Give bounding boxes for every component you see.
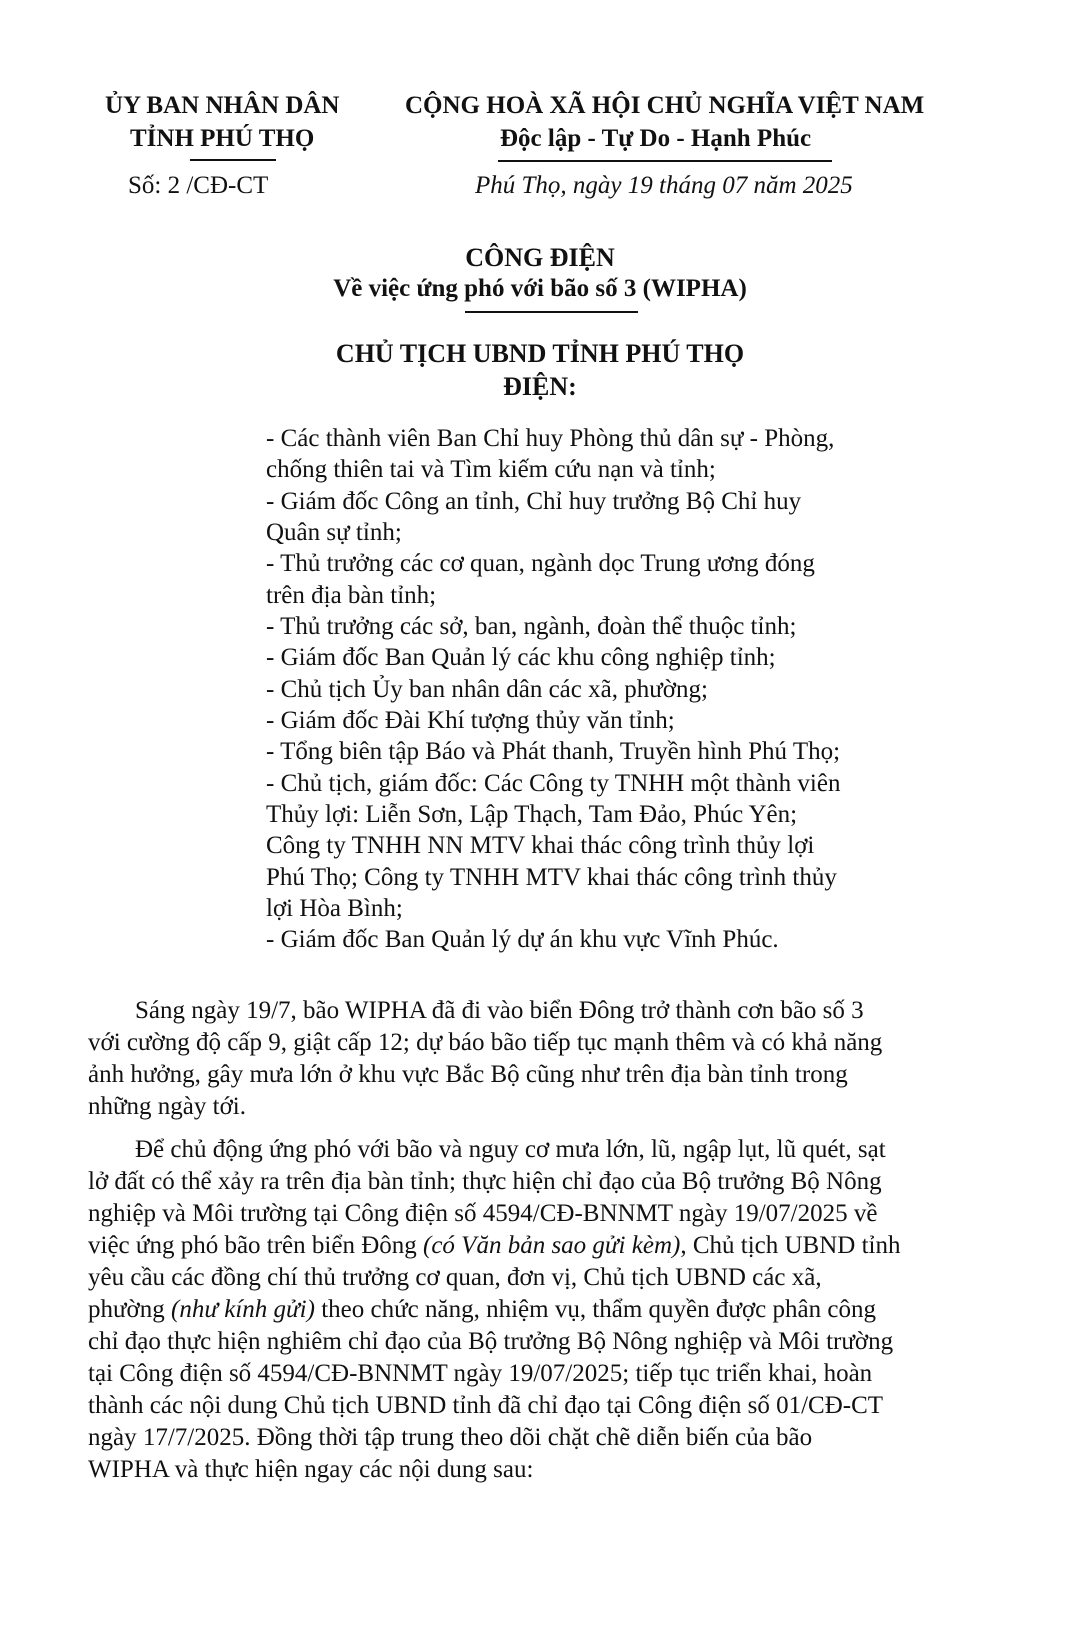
recipient-line: - Chủ tịch Ủy ban nhân dân các xã, phường; xyxy=(266,676,708,703)
recipient-line: - Chủ tịch, giám đốc: Các Công ty TNHH một thành viên xyxy=(266,770,841,797)
recipient-line: - Giám đốc Đài Khí tượng thủy văn tỉnh; xyxy=(266,707,675,734)
document-number: Số: 2 /CĐ-CT xyxy=(128,172,269,199)
body-line: với cường độ cấp 9, giật cấp 12; dự báo bão tiếp tục mạnh thêm và có khả năng xyxy=(88,1029,883,1056)
body-line: Sáng ngày 19/7, bão WIPHA đã đi vào biển Đông trở thành cơn bão số 3 xyxy=(135,997,864,1024)
body-line xyxy=(88,1232,900,1260)
recipient-line: lợi Hòa Bình; xyxy=(266,895,403,922)
body-line xyxy=(88,1296,876,1324)
body-text: việc ứng phó bão trên biển Đông xyxy=(88,1232,423,1259)
body-line: WIPHA và thực hiện ngay các nội dung sau: xyxy=(88,1456,534,1483)
document-type: CÔNG ĐIỆN xyxy=(465,243,615,272)
recipient-line: Công ty TNHH NN MTV khai thác công trình thủy lợi xyxy=(266,832,815,859)
recipient-line: - Tổng biên tập Báo và Phát thanh, Truyền hình Phú Thọ; xyxy=(266,738,841,765)
place-and-date: Phú Thọ, ngày 19 tháng 07 năm 2025 xyxy=(475,172,853,199)
body-italic-note: (như kính gửi) xyxy=(171,1296,315,1323)
recipient-line: - Giám đốc Công an tỉnh, Chỉ huy trưởng Bộ Chỉ huy xyxy=(266,488,802,515)
recipient-line: - Thủ trưởng các sở, ban, ngành, đoàn thể thuộc tỉnh; xyxy=(266,613,797,640)
document-subject: Về việc ứng phó với bão số 3 (WIPHA) xyxy=(333,275,747,302)
subject-underline xyxy=(465,311,638,313)
body-text: , Chủ tịch UBND tỉnh xyxy=(680,1232,901,1259)
body-line: tại Công điện số 4594/CĐ-BNNMT ngày 19/07/2025; tiếp tục triển khai, hoàn xyxy=(88,1360,873,1387)
nation-motto: Độc lập - Tự Do - Hạnh Phúc xyxy=(500,125,812,152)
recipient-line: Quân sự tỉnh; xyxy=(266,519,402,546)
issuing-org-line1: ỦY BAN NHÂN DÂN xyxy=(105,92,340,119)
issuer-verb: ĐIỆN: xyxy=(503,372,577,401)
recipient-line: Phú Thọ; Công ty TNHH MTV khai thác công trình thủy xyxy=(266,864,837,891)
recipient-line: Thủy lợi: Liễn Sơn, Lập Thạch, Tam Đảo, Phúc Yên; xyxy=(266,801,798,828)
recipient-line: trên địa bàn tỉnh; xyxy=(266,582,437,609)
body-line: Để chủ động ứng phó với bão và nguy cơ mưa lớn, lũ, ngập lụt, lũ quét, sạt xyxy=(135,1136,886,1163)
body-line: chỉ đạo thực hiện nghiêm chỉ đạo của Bộ trưởng Bộ Nông nghiệp và Môi trường xyxy=(88,1328,894,1355)
recipient-line: - Giám đốc Ban Quản lý các khu công nghiệp tỉnh; xyxy=(266,644,776,671)
body-text: theo chức năng, nhiệm vụ, thẩm quyền được phân công xyxy=(314,1296,876,1323)
body-italic-note: (có Văn bản sao gửi kèm) xyxy=(423,1232,681,1259)
nation-name: CỘNG HOÀ XÃ HỘI CHỦ NGHĨA VIỆT NAM xyxy=(405,92,925,119)
issuing-org-line2: TỈNH PHÚ THỌ xyxy=(130,125,315,152)
body-line: nghiệp và Môi trường tại Công điện số 4594/CĐ-BNNMT ngày 19/07/2025 về xyxy=(88,1200,878,1227)
body-line: những ngày tới. xyxy=(88,1093,247,1120)
body-line: yêu cầu các đồng chí thủ trưởng cơ quan, đơn vị, Chủ tịch UBND các xã, xyxy=(88,1264,822,1291)
body-text: phường xyxy=(88,1296,172,1323)
body-line: ngày 17/7/2025. Đồng thời tập trung theo dõi chặt chẽ diễn biến của bão xyxy=(88,1424,813,1451)
motto-underline xyxy=(498,160,832,162)
recipient-line: - Các thành viên Ban Chỉ huy Phòng thủ dân sự - Phòng, xyxy=(266,425,835,452)
body-line: thành các nội dung Chủ tịch UBND tỉnh đã chỉ đạo tại Công điện số 01/CĐ-CT xyxy=(88,1392,884,1419)
recipient-line: - Giám đốc Ban Quản lý dự án khu vực Vĩnh Phúc. xyxy=(266,926,779,953)
body-line: lở đất có thể xảy ra trên địa bàn tỉnh; thực hiện chỉ đạo của Bộ trưởng Bộ Nông xyxy=(88,1168,882,1195)
org-underline xyxy=(190,159,276,161)
body-line: ảnh hưởng, gây mưa lớn ở khu vực Bắc Bộ cũng như trên địa bàn tỉnh trong xyxy=(88,1061,848,1088)
recipient-line: chống thiên tai và Tìm kiếm cứu nạn và tỉnh; xyxy=(266,456,716,483)
issuer-title: CHỦ TỊCH UBND TỈNH PHÚ THỌ xyxy=(335,339,745,368)
recipient-line: - Thủ trưởng các cơ quan, ngành dọc Trung ương đóng xyxy=(266,550,815,577)
